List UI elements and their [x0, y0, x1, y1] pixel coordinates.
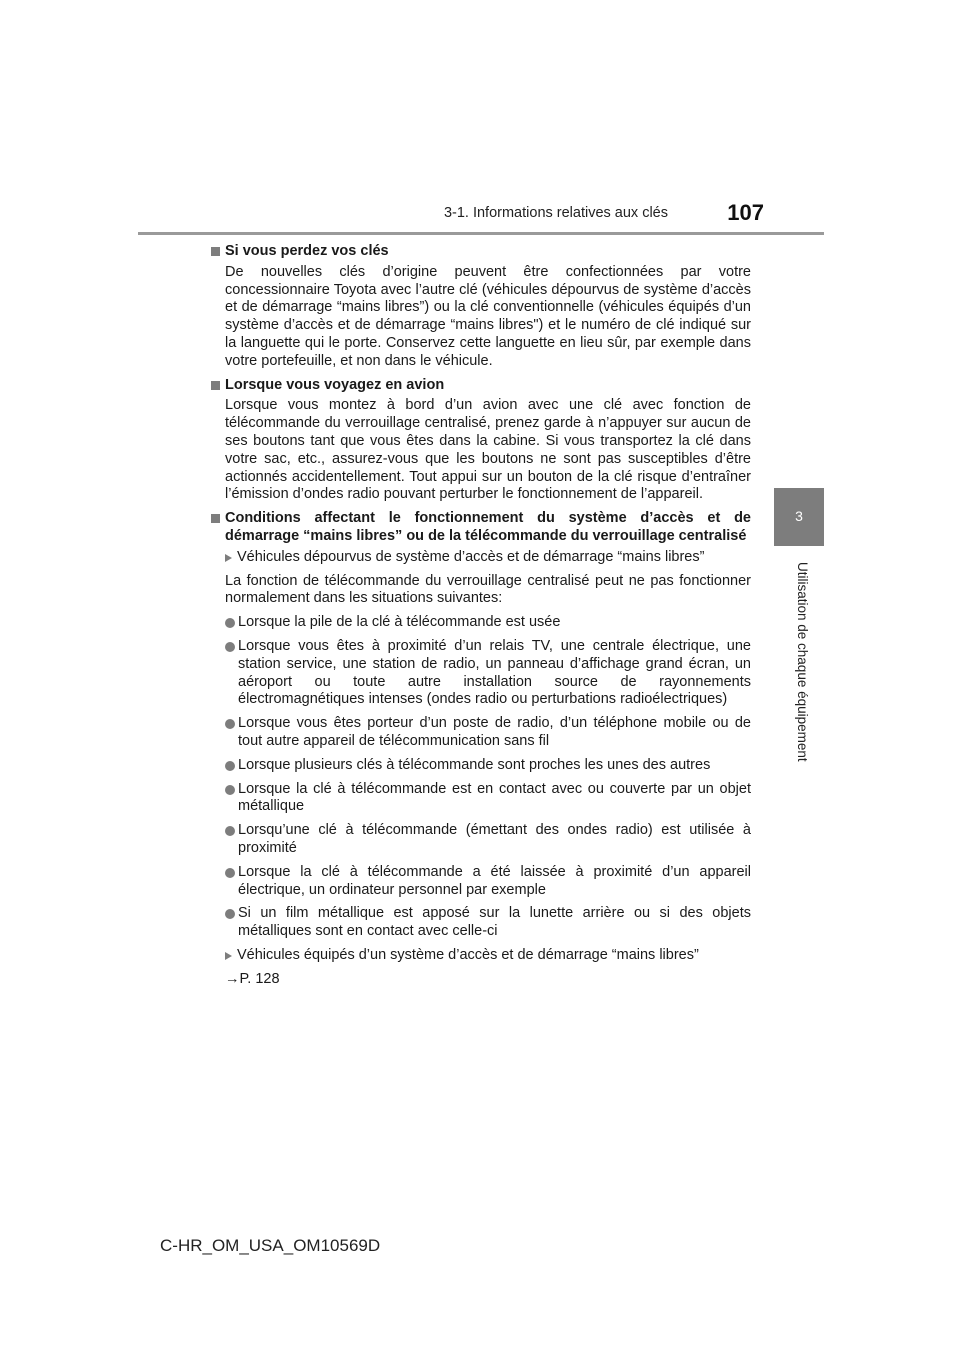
triangle-bullet-icon [225, 554, 232, 562]
circle-bullet-icon [225, 909, 235, 919]
square-bullet-icon [211, 514, 220, 523]
circle-bullet-icon [225, 761, 235, 771]
list-item-text: Lorsque la clé à télécommande est en contact avec ou couverte par un objet métallique [238, 780, 751, 815]
section-heading [211, 510, 751, 546]
list-item-text: Lorsque la clé à télécommande a été laissée à proximité d’un appareil électrique, un ordinateur personnel par exemple [238, 863, 751, 898]
page-reference-link[interactable]: →P. 128 [225, 970, 280, 987]
list-item [225, 822, 751, 858]
square-bullet-icon [211, 381, 220, 390]
list-item [225, 614, 751, 632]
section-paragraph: Lorsque vous montez à bord d’un avion avec une clé avec fonction de télécommande du verrouillage centralisé, prenez garde à n’appuyer sur aucun de ses boutons tant que vous êtes dans la cabine. Si vous transportez la clé dans votre sac, etc., assurez-vous que les boutons ne sont pas susceptibles d’être actionnés accidentellement. Tout appui sur un bouton de la clé risque d’entraîner l’émission d’ondes radio pouvant perturber le fonctionnement de l’appareil. [225, 397, 751, 503]
chapter-tab [774, 488, 824, 546]
list-item-text: Si un film métallique est apposé sur la lunette arrière ou si des objets métalliques sont en contact avec celle-ci [238, 905, 751, 940]
sub-heading-text: Véhicules équipés d’un système d’accès et de démarrage “mains libres” [237, 946, 699, 963]
section-heading [211, 377, 751, 395]
list-item [225, 757, 751, 775]
list-item-text: Lorsque la pile de la clé à télécommande est usée [238, 614, 561, 631]
list-item [225, 905, 751, 941]
list-item [225, 715, 751, 751]
page-number: 107 [727, 200, 764, 225]
section-paragraph: De nouvelles clés d’origine peuvent être confectionnées par votre concessionnaire Toyota avec l’autre clé (véhicules dépourvus de système d’accès et de démarrage “mains libres”) ou la clé conventionnelle (véhicules équipés d’un système d’accès et de démarrage “mains libres") et le numéro de clé indiqué sur la languette qui le porte. Conservez cette languette en lieu sûr, par exemple dans votre portefeuille, et non dans le véhicule. [225, 263, 751, 369]
circle-bullet-icon [225, 785, 235, 795]
section-heading [211, 243, 751, 261]
header-section-title: 3-1. Informations relatives aux clés [443, 205, 668, 221]
circle-bullet-icon [225, 618, 235, 628]
list-item [225, 864, 751, 900]
sub-heading-text: Véhicules dépourvus de système d’accès et de démarrage “mains libres” [237, 548, 705, 565]
square-bullet-icon [211, 247, 220, 256]
chapter-number: 3 [795, 508, 803, 524]
section-heading-text: Conditions affectant le fonctionnement du système d’accès et de démarrage “mains libres” ou de la télécommande du verrouillage centralisé [225, 510, 751, 544]
sub-heading [225, 947, 751, 965]
list-item [225, 781, 751, 817]
list-item-text: Lorsque vous êtes à proximité d’un relais TV, une centrale électrique, une station service, une station de radio, un panneau d’affichage grand écran, un aéroport ou toute autre installation source de rayonnements électromagnétiques intenses (ondes radio ou perturbations radioélectriques) [238, 637, 751, 708]
sub-heading [225, 549, 751, 567]
section-heading-text: Si vous perdez vos clés [225, 243, 389, 259]
document-code: C-HR_OM_USA_OM10569D [160, 1236, 381, 1255]
section-paragraph: La fonction de télécommande du verrouillage centralisé peut ne pas fonctionner normalement dans les situations suivantes: [225, 572, 751, 607]
triangle-bullet-icon [225, 952, 232, 960]
circle-bullet-icon [225, 642, 235, 652]
section-heading-text: Lorsque vous voyagez en avion [225, 376, 445, 393]
page-content [211, 243, 751, 988]
header-divider [138, 232, 824, 235]
list-item-text: Lorsque vous êtes porteur d’un poste de radio, d’un téléphone mobile ou de tout autre appareil de télécommunication sans fil [238, 715, 751, 749]
list-item-text: Lorsque plusieurs clés à télécommande sont proches les unes des autres [238, 756, 711, 773]
circle-bullet-icon [225, 868, 235, 878]
list-item [225, 638, 751, 709]
circle-bullet-icon [225, 719, 235, 729]
circle-bullet-icon [225, 826, 235, 836]
chapter-label: Utilisation de chaque équipement [795, 562, 810, 762]
list-item-text: Lorsqu’une clé à télécommande (émettant des ondes radio) est utilisée à proximité [238, 822, 751, 856]
